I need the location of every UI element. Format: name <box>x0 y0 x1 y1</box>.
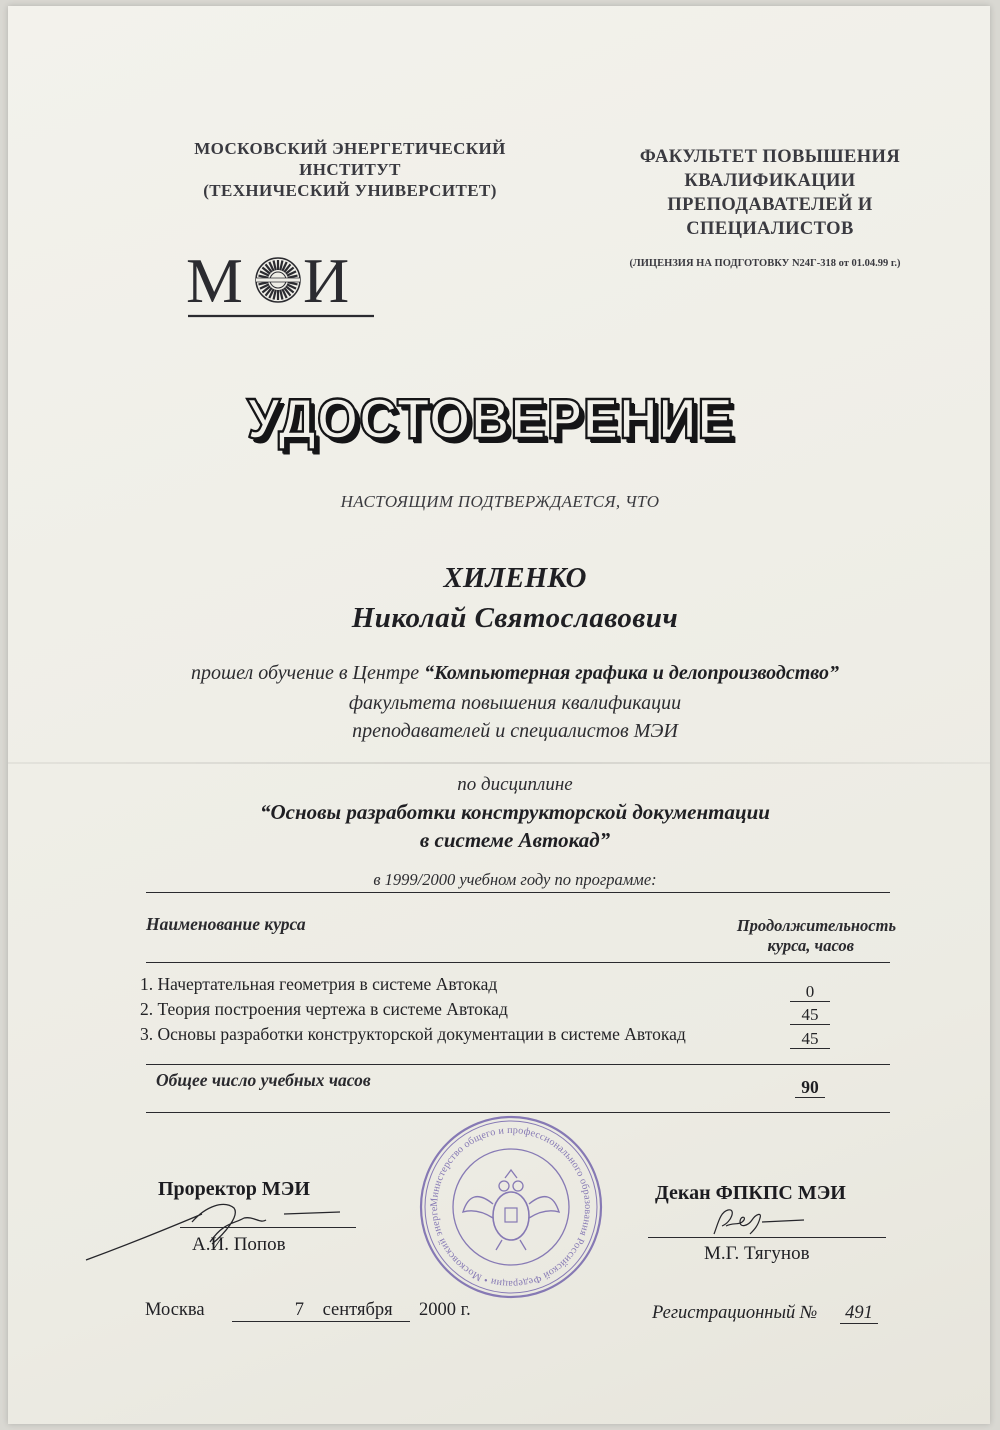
svg-text:М: М <box>186 248 243 316</box>
sun-ray <box>259 282 269 284</box>
person-surname: ХИЛЕНКО <box>443 562 587 594</box>
table-body-rule <box>146 1064 890 1065</box>
footer-month: сентября <box>322 1300 393 1320</box>
course-hours-3: 45 <box>790 1030 830 1049</box>
column-course-name: Наименование курса <box>146 914 306 934</box>
left-signatory-name: А.И. Попов <box>192 1234 286 1255</box>
training-line-1 <box>0 662 1000 685</box>
course-hours-2: 45 <box>790 1006 830 1025</box>
registration-label: Регистрационный № <box>652 1303 818 1323</box>
official-stamp <box>416 1112 606 1302</box>
footer-day: 7 <box>294 1300 304 1320</box>
footer-year: 2000 г. <box>419 1300 471 1320</box>
footer-date <box>232 1300 410 1322</box>
person-name: Николай Святославович <box>351 602 679 634</box>
column-hours-line-1: Продолжительность <box>736 916 896 935</box>
sun-ray <box>274 261 276 271</box>
faculty-line-1: ФАКУЛЬТЕТ ПОВЫШЕНИЯ <box>639 147 901 167</box>
table-header-rule <box>146 962 890 963</box>
course-row-2: 2. Теория построения чертежа в системе Автокад <box>140 999 508 1019</box>
faculty-line-2: КВАЛИФИКАЦИИ <box>684 171 856 191</box>
sun-ray <box>280 261 282 271</box>
right-signatory-title: Декан ФПКПС МЭИ <box>655 1182 846 1204</box>
emblem-icon <box>463 1170 559 1250</box>
document-title: УДОСТОВЕРЕНИЕ <box>247 387 734 451</box>
faculty-line-4: СПЕЦИАЛИСТОВ <box>686 219 854 239</box>
institute-header <box>170 138 530 201</box>
svg-text:Министерство общего и професси <box>416 1112 593 1289</box>
faculty-header <box>600 145 940 241</box>
sun-ray <box>288 276 298 278</box>
institute-line-2: ИНСТИТУТ <box>299 160 401 179</box>
sun-ray <box>280 290 282 300</box>
stamp-graphic <box>416 1112 606 1302</box>
fold-crease <box>8 762 990 764</box>
stamp-text: Министерство общего и профессионального образования Российской Федерации • Московский энерге <box>428 1124 594 1290</box>
total-hours: 90 <box>795 1078 825 1098</box>
course-row-3: 3. Основы разработки конструкторской документации в системе Автокад <box>140 1024 686 1044</box>
course-hours-1: 0 <box>790 983 830 1002</box>
right-handwritten-signature <box>700 1204 810 1240</box>
intro-text: НАСТОЯЩИМ ПОДТВЕРЖДАЕТСЯ, ЧТО <box>340 492 660 511</box>
year-note: в 1999/2000 учебном году по программе: <box>373 870 657 889</box>
training-line-2: факультета повышения квалификации <box>348 692 682 714</box>
license-note: (ЛИЦЕНЗИЯ НА ПОДГОТОВКУ N24Г-318 от 01.04.99 г.) <box>629 258 901 269</box>
sun-ray <box>274 290 276 300</box>
faculty-line-3: ПРЕПОДАВАТЕЛЕЙ И <box>667 195 873 215</box>
right-signatory-name: М.Г. Тягунов <box>704 1243 810 1264</box>
discipline-line-2: в системе Автокад” <box>419 828 611 852</box>
mei-logo <box>186 248 376 322</box>
column-hours <box>690 916 896 956</box>
course-row-1: 1. Начертательная геометрия в системе Автокад <box>140 974 498 994</box>
signature-scribble-right <box>700 1204 810 1240</box>
sun-ray <box>288 282 298 284</box>
left-signatory-title: Проректор МЭИ <box>158 1178 310 1200</box>
training-prefix: прошел обучение в Центре <box>191 662 425 684</box>
institute-line-3: (ТЕХНИЧЕСКИЙ УНИВЕРСИТЕТ) <box>203 181 497 200</box>
training-line-3: преподавателей и специалистов МЭИ <box>352 720 678 742</box>
registration-number: 491 <box>840 1303 878 1324</box>
sun-ray <box>259 276 269 278</box>
table-top-rule <box>146 892 890 893</box>
sun-icon <box>256 258 300 302</box>
discipline-label: по дисциплине <box>457 774 573 795</box>
training-center: “Компьютерная графика и делопроизводство” <box>424 662 839 684</box>
institute-line-1: МОСКОВСКИЙ ЭНЕРГЕТИЧЕСКИЙ <box>194 139 506 158</box>
footer-city: Москва <box>145 1300 205 1320</box>
svg-text:И: И <box>303 248 350 316</box>
total-label: Общее число учебных часов <box>156 1070 371 1090</box>
column-hours-line-2: курса, часов <box>767 936 854 955</box>
discipline-line-1: “Основы разработки конструкторской документации <box>260 800 770 824</box>
mei-logo-graphic <box>186 248 376 322</box>
